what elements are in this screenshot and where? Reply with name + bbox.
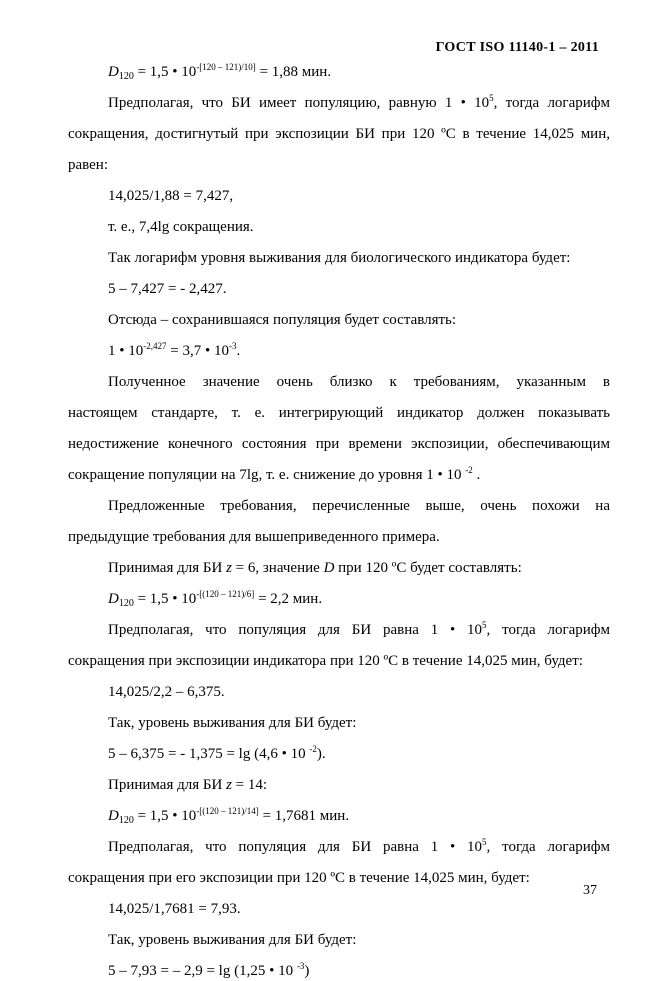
- paragraph-line: сокращения при его экспозиции при 120 ºС в течение 14,025 мин, будет:: [68, 870, 530, 886]
- exponent: -[120 – 121)/10]: [196, 62, 256, 72]
- exponent: -2: [465, 465, 473, 475]
- page-body: [68, 62, 610, 981]
- exponent: -[(120 – 121)/14]: [196, 806, 259, 816]
- equation-line: т. е., 7,4lg сокращения.: [108, 219, 254, 235]
- document-header: ГОСТ ISO 11140-1 – 2011: [435, 40, 599, 55]
- formula-survival-z6: [68, 744, 610, 764]
- equation-line: 5 – 7,427 = - 2,427.: [108, 281, 227, 297]
- page-number: 37: [583, 883, 597, 898]
- d-symbol: D: [108, 591, 119, 607]
- text: Предполагая, что популяция для БИ равна 1 • 10: [108, 839, 483, 855]
- paragraph-line: Так, уровень выживания для БИ будет:: [108, 715, 357, 731]
- subscript: 120: [118, 815, 134, 826]
- paragraph-line: [68, 93, 610, 113]
- paragraph-line: равен:: [68, 157, 109, 173]
- paragraph-line: Так логарифм уровня выживания для биологического индикатора будет:: [108, 250, 571, 266]
- text: = 14:: [231, 777, 268, 793]
- z-symbol: z: [226, 777, 232, 793]
- exponent: -3: [228, 341, 237, 351]
- paragraph-line: [68, 837, 610, 857]
- paragraph-line: [68, 775, 610, 795]
- paragraph-line: сокращения, достигнутый при экспозиции БИ при 120 ºС в течение 14,025 мин,: [68, 126, 610, 142]
- text: , тогда логарифм: [486, 622, 610, 638]
- paragraph-line: Так, уровень выживания для БИ будет:: [108, 932, 357, 948]
- d-symbol: D: [108, 64, 119, 80]
- exponent: -[(120 – 121)/6]: [196, 589, 255, 599]
- subscript: 120: [118, 71, 134, 82]
- paragraph-line: Полученное значение очень близко к требованиям, указанным в: [108, 374, 610, 390]
- formula-result: = 1,7681 мин.: [258, 808, 350, 824]
- z-symbol: z: [226, 560, 232, 576]
- formula-text: = 1,5 • 10: [133, 808, 197, 824]
- exponent: -2,427: [143, 341, 167, 351]
- formula-text: 5 – 7,93 = – 2,9 = lg (1,25 • 10: [108, 963, 297, 979]
- formula-d120-z14: [68, 806, 610, 826]
- text: .: [472, 467, 481, 483]
- paragraph-line: настоящем стандарте, т. е. интегрирующий индикатор должен показывать: [68, 405, 610, 421]
- text: сокращение популяции на 7lg, т. е. снижение до уровня 1 • 10: [68, 467, 466, 483]
- equation-line: 14,025/1,7681 = 7,93.: [108, 901, 241, 917]
- text: Принимая для БИ: [108, 777, 227, 793]
- paragraph-line: [68, 620, 610, 640]
- text: Предполагая, что БИ имеет популяцию, равную 1 • 10: [108, 95, 490, 111]
- subscript: 120: [118, 598, 134, 609]
- equation-line: 14,025/2,2 – 6,375.: [108, 684, 225, 700]
- formula-text: 5 – 6,375 = - 1,375 = lg (4,6 • 10: [108, 746, 310, 762]
- paragraph-line: сокращения при экспозиции индикатора при 120 ºС в течение 14,025 мин, будет:: [68, 653, 583, 669]
- text: = 6, значение: [231, 560, 324, 576]
- d-symbol: D: [323, 560, 335, 576]
- exponent: -2: [309, 744, 317, 754]
- formula-d120-z6: [68, 589, 610, 609]
- formula-text: = 3,7 • 10: [166, 343, 229, 359]
- text: при 120 ºС будет составлять:: [334, 560, 522, 576]
- exponent: 5: [482, 620, 487, 630]
- formula-d120-z10: [68, 62, 610, 82]
- paragraph-line: Предложенные требования, перечисленные выше, очень похожи на: [108, 498, 610, 514]
- formula-text: .: [236, 343, 241, 359]
- formula-text: 1 • 10: [108, 343, 144, 359]
- text: , тогда логарифм: [486, 839, 610, 855]
- paragraph-line: предыдущие требования для вышеприведенного примера.: [68, 529, 440, 545]
- text: , тогда логарифм: [493, 95, 610, 111]
- formula-result: = 1,88 мин.: [255, 64, 332, 80]
- formula-text: ): [304, 963, 310, 979]
- formula-text: = 1,5 • 10: [133, 64, 197, 80]
- paragraph-line: [68, 465, 610, 485]
- formula-population: [68, 341, 610, 361]
- equation-line: 14,025/1,88 = 7,427,: [108, 188, 234, 204]
- formula-text: ).: [316, 746, 326, 762]
- paragraph-line: [68, 558, 610, 578]
- exponent: 5: [489, 93, 494, 103]
- text: Предполагая, что популяция для БИ равна 1 • 10: [108, 622, 483, 638]
- formula-text: = 1,5 • 10: [133, 591, 197, 607]
- paragraph-line: Отсюда – сохранившаяся популяция будет составлять:: [108, 312, 457, 328]
- formula-result: = 2,2 мин.: [254, 591, 323, 607]
- d-symbol: D: [108, 808, 119, 824]
- exponent: -3: [296, 961, 305, 971]
- paragraph-line: недостижение конечного состояния при времени экспозиции, обеспечивающим: [68, 436, 610, 452]
- text: Принимая для БИ: [108, 560, 227, 576]
- formula-survival-z14: [68, 961, 610, 981]
- exponent: 5: [482, 837, 487, 847]
